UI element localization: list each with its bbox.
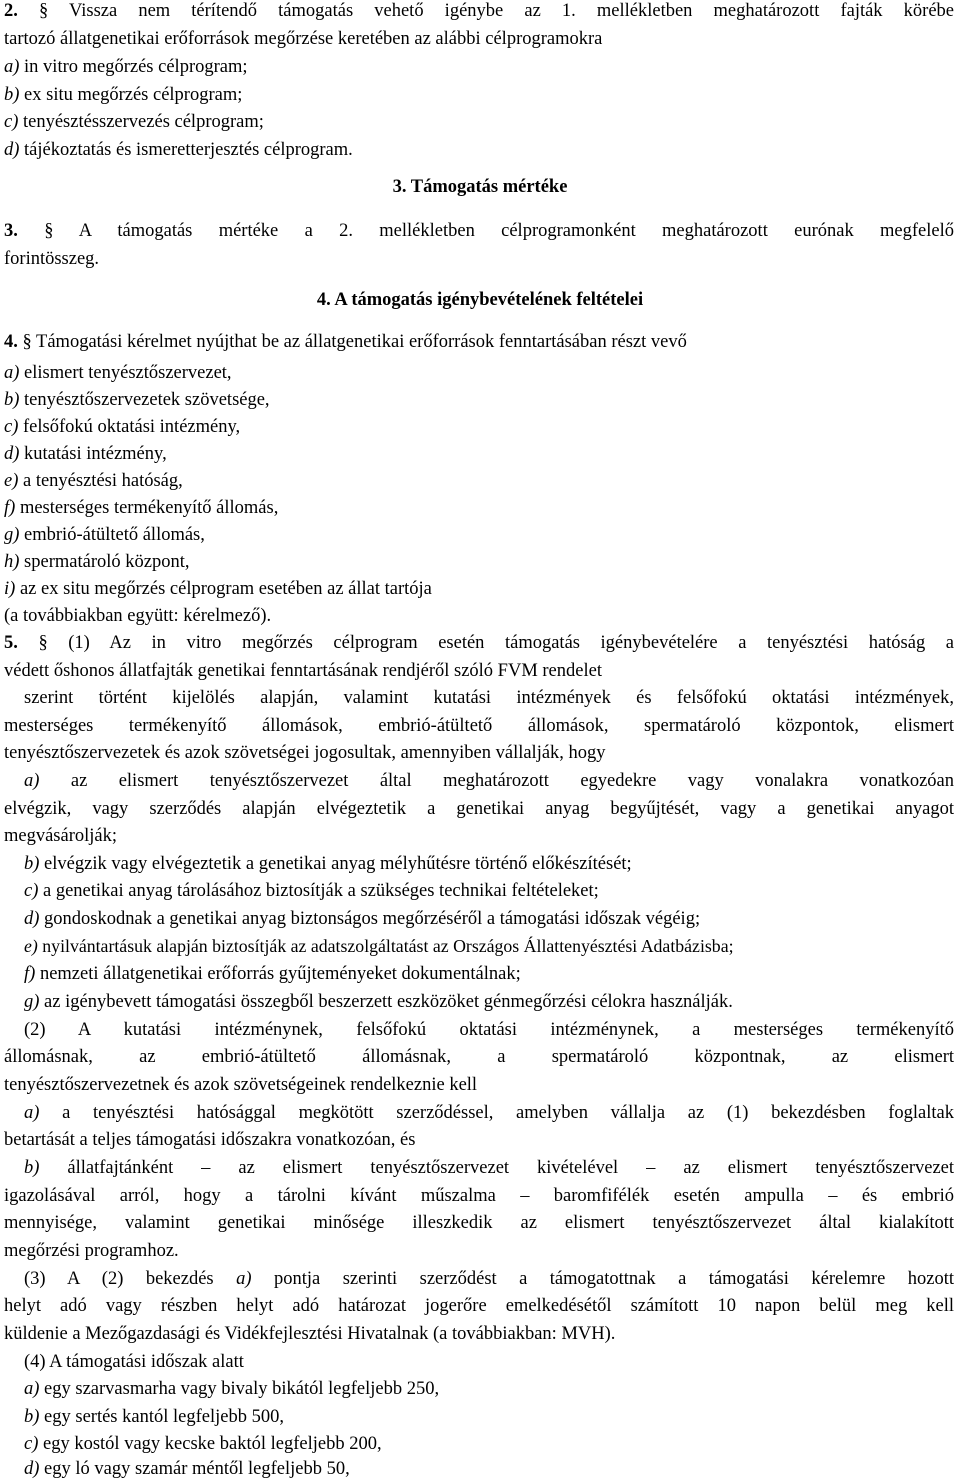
paragraph-text: pontja szerinti szerződést a támogatottnak a támogatási kérelemre hozott: [274, 1269, 955, 1289]
list-item: [4, 58, 248, 77]
paragraph-line: (4) A támogatási időszak alatt: [24, 1352, 244, 1372]
sec4-closing: (a továbbiakban együtt: kérelmező).: [4, 606, 272, 626]
item-text: elvégzik vagy elvégeztetik a genetikai anyag mélyhűtésre történő előkészítését;: [44, 854, 632, 874]
item-letter: g): [24, 992, 40, 1012]
paragraph-line: megvásárolják;: [4, 826, 118, 846]
section-sign: §: [22, 332, 32, 352]
list-item: [4, 526, 205, 545]
paragraph-line: mennyisége, valamint genetikai minősége illeszkedik az elismert tenyésztőszervezet által kialakított: [4, 1213, 954, 1233]
sec5-line1: [4, 634, 954, 653]
item-text: a tenyésztési hatóság,: [23, 471, 183, 491]
item-letter: d): [24, 909, 40, 929]
item-text: állatfajtánként – az elismert tenyésztőszervezet kivételével – az elismert tenyésztőszervezet: [67, 1158, 955, 1178]
list-item: [24, 882, 599, 901]
list-item: [24, 1380, 439, 1399]
paragraph-line: elvégzik, vagy szerződés alapján elvégeztetik a genetikai anyag begyűjtését, vagy a genetikai anyagot: [4, 799, 954, 819]
item-text: kutatási intézmény,: [24, 444, 167, 464]
item-letter: b): [4, 85, 20, 105]
item-text: nemzeti állatgenetikai erőforrás gyűjteményeket dokumentálnak;: [39, 964, 521, 984]
paragraph-line: igazolásával arról, hogy a tárolni kívánt műszalma – baromfifélék esetén ampulla – és embrió: [4, 1186, 954, 1206]
sec2-line2: tartozó állatgenetikai erőforrások megőrzése keretében az alábbi célprogramokra: [4, 29, 603, 49]
list-item: [4, 364, 232, 383]
list-item: [4, 472, 183, 491]
section-sign: §: [38, 633, 48, 653]
list-item: [24, 1104, 954, 1123]
list-item: [24, 1408, 284, 1427]
list-item: [24, 855, 632, 874]
section-heading: 4. A támogatás igénybevételének feltételei: [316, 290, 644, 310]
section-number: 3.: [4, 221, 18, 241]
item-text: egy kostól vagy kecske baktól legfeljebb 200,: [43, 1434, 382, 1454]
list-item: [24, 772, 954, 791]
item-text: mesterséges termékenyítő állomás,: [19, 498, 279, 518]
list-item: [24, 993, 733, 1012]
item-letter: e): [4, 471, 19, 491]
section-sign: §: [38, 1, 49, 21]
item-letter: b): [24, 1158, 40, 1178]
paragraph-text: A támogatás mértéke a 2. mellékletben célprogramonként meghatározott eurónak megfelelő: [78, 221, 955, 241]
sec2-line1: [4, 2, 954, 21]
list-item: [4, 141, 353, 160]
paragraph-line: betartását a teljes támogatási időszakra vonatkozóan, és: [4, 1130, 416, 1150]
item-text: egy ló vagy szamár méntől legfeljebb 50,: [44, 1459, 350, 1479]
list-item: [4, 86, 242, 105]
item-letter: a): [236, 1269, 252, 1289]
paragraph-line: megőrzési programhoz.: [4, 1241, 179, 1261]
list-item: [24, 1435, 382, 1454]
paragraph-line: védett őshonos állatfajták genetikai fenntartásának rendjéről szóló FVM rendelet: [4, 661, 602, 681]
list-item: [4, 553, 189, 572]
list-item: [24, 1159, 954, 1178]
item-text: nyilvántartásuk alapján biztosítják az adatszolgáltatást az Országos Állattenyésztési Adatbázisba;: [42, 936, 734, 956]
item-text: az elismert tenyésztőszervezet által meghatározott egyedekre vagy vonalakra vonatkozóan: [70, 771, 955, 791]
item-text: az ex situ megőrzés célprogram esetében az állat tartója: [19, 579, 432, 599]
section-heading: 3. Támogatás mértéke: [392, 177, 568, 197]
item-text: embrió-átültető állomás,: [24, 525, 205, 545]
item-letter: d): [24, 1459, 40, 1479]
list-item: [4, 113, 264, 132]
item-letter: i): [4, 579, 16, 599]
list-item: [24, 965, 521, 984]
paragraph-text: Támogatási kérelmet nyújthat be az állatgenetikai erőforrások fenntartásában részt vevő: [36, 332, 687, 352]
item-letter: a): [4, 57, 20, 77]
section-sign: §: [44, 221, 54, 241]
list-item: [24, 910, 700, 929]
paragraph-line: helyt adó vagy részben helyt adó határozat jogerőre emelkedésétől számított 10 napon belül meg kell: [4, 1296, 954, 1316]
item-text: a genetikai anyag tárolásához biztosítják a szükséges technikai feltételeket;: [43, 881, 599, 901]
item-letter: c): [4, 417, 19, 437]
item-letter: b): [24, 1407, 40, 1427]
paragraph-line: mesterséges termékenyítő állomások, embrió-átültető állomások, spermatároló központok, elismert: [4, 716, 954, 736]
sec3-line1: [4, 222, 954, 241]
paragraph-line: [24, 1270, 954, 1289]
item-text: egy sertés kantól legfeljebb 500,: [44, 1407, 284, 1427]
item-letter: d): [4, 444, 20, 464]
list-item: [4, 391, 270, 410]
item-letter: f): [24, 964, 36, 984]
item-letter: a): [24, 1379, 40, 1399]
item-text: tájékoztatás és ismeretterjesztés célprogram.: [24, 140, 353, 160]
sec4-line1: [4, 333, 687, 352]
list-item: [4, 445, 167, 464]
item-text: tenyésztésszervezés célprogram;: [23, 112, 264, 132]
list-item: [4, 418, 240, 437]
item-letter: d): [4, 140, 20, 160]
item-letter: e): [24, 936, 38, 956]
item-letter: c): [4, 112, 19, 132]
list-item: [24, 1460, 350, 1479]
paragraph-line: tenyésztőszervezetnek és azok szövetségeinek rendelkeznie kell: [4, 1075, 478, 1095]
item-letter: c): [24, 881, 39, 901]
item-text: egy szarvasmarha vagy bivaly bikától legfeljebb 250,: [44, 1379, 440, 1399]
item-text: felsőfokú oktatási intézmény,: [23, 417, 241, 437]
item-text: az igénybevett támogatási összegből beszerzett eszközöket génmegőrzési célokra használják.: [44, 992, 733, 1012]
item-letter: b): [4, 390, 20, 410]
list-item: [4, 499, 278, 518]
item-letter: g): [4, 525, 20, 545]
section-number: 2.: [4, 1, 18, 21]
item-text: gondoskodnak a genetikai anyag biztonságos megőrzéséről a támogatási időszak végéig;: [44, 909, 701, 929]
section-number: 4.: [4, 332, 18, 352]
item-letter: c): [24, 1434, 39, 1454]
item-text: elismert tenyésztőszervezet,: [24, 363, 232, 383]
paragraph-line: állomásnak, az embrió-átültető állomásnak, a spermatároló központnak, az elismert: [4, 1047, 954, 1067]
paragraph-text: (1) Az in vitro megőrzés célprogram esetén támogatás igénybevételére a tenyésztési hatóság a: [68, 633, 954, 653]
item-text: in vitro megőrzés célprogram;: [24, 57, 248, 77]
item-letter: a): [4, 363, 20, 383]
item-letter: b): [24, 854, 40, 874]
paragraph-text: (3) A (2) bekezdés: [24, 1269, 214, 1289]
item-text: tenyésztőszervezetek szövetsége,: [24, 390, 270, 410]
item-text: ex situ megőrzés célprogram;: [24, 85, 243, 105]
paragraph-line: küldenie a Mezőgazdasági és Vidékfejlesztési Hivatalnak (a továbbiakban: MVH).: [4, 1324, 616, 1344]
item-letter: a): [24, 1103, 40, 1123]
paragraph-line: tenyésztőszervezetek és azok szövetségei jogosultak, amennyiben vállalják, hogy: [4, 743, 606, 763]
paragraph-line: szerint történt kijelölés alapján, valamint kutatási intézmények és felsőfokú oktatási intézmények,: [24, 688, 954, 708]
section-number: 5.: [4, 633, 18, 653]
item-letter: h): [4, 552, 20, 572]
list-item: [4, 580, 432, 599]
item-text: spermatároló központ,: [24, 552, 190, 572]
paragraph-line: (2) A kutatási intézménynek, felsőfokú oktatási intézménynek, a mesterséges termékenyítő: [24, 1020, 954, 1040]
item-text: a tenyésztési hatósággal megkötött szerződéssel, amelyben vállalja az (1) bekezdésben foglaltak: [62, 1103, 954, 1123]
item-letter: a): [24, 771, 40, 791]
sec3-line2: forintösszeg.: [4, 249, 100, 269]
item-letter: f): [4, 498, 16, 518]
list-item: [24, 938, 734, 956]
paragraph-text: Vissza nem térítendő támogatás vehető igénybe az 1. mellékletben meghatározott fajták körébe: [69, 1, 954, 21]
